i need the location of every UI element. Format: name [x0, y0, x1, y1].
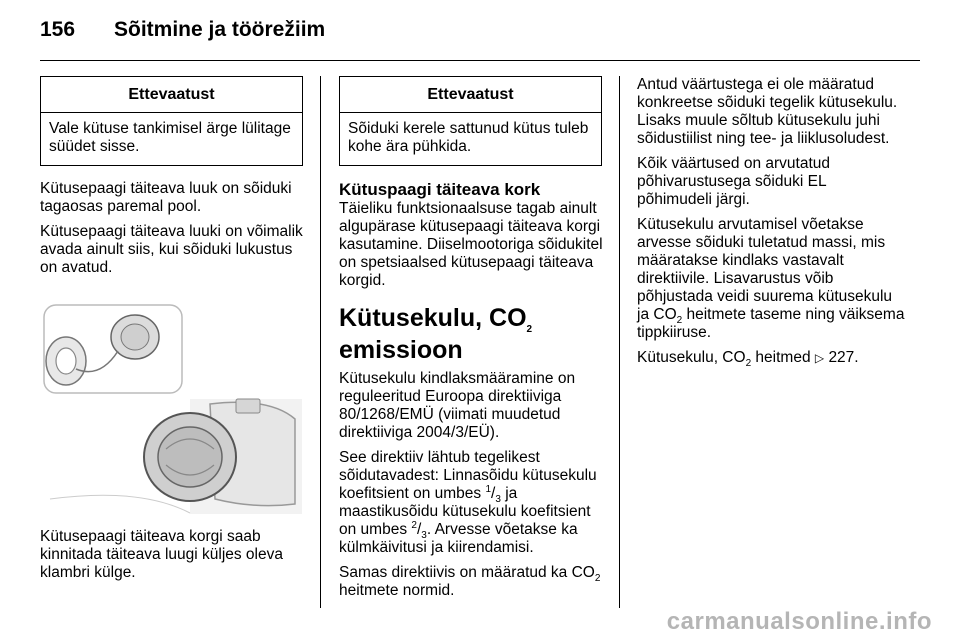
- page-title: Sõitmine ja töörežiim: [114, 18, 326, 41]
- warning-title: Ettevaatust: [340, 77, 601, 113]
- fuel-cap-illustration: [40, 299, 302, 514]
- paragraph: Kõik väärtused on arvutatud põhivarustusega sõiduki EL põhimudeli järgi.: [637, 155, 831, 208]
- paragraph: Kütusekulu kindlaksmääramine on reguleeritud Euroopa direktiiviga 80/1268/EMÜ (viimati muudetud direktiiviga 2004/3/EÜ).: [339, 370, 576, 441]
- subsection-heading: Kütuspaagi täiteava kork: [339, 180, 541, 199]
- warning-box-2: [339, 76, 602, 166]
- warning-box-1: [40, 76, 303, 166]
- column-divider-2: [619, 76, 620, 608]
- paragraph: Kütusekulu, $CO_2$ heitmed ▷ 227.: [637, 349, 859, 370]
- watermark: carmanualsonline.info: [666, 608, 932, 635]
- section-heading: Kütusekulu, $CO_2$ emissioon: [339, 304, 533, 364]
- paragraph: Täieliku funktsionaalsuse tagab ainult algupärase kütusepaagi täiteava korgi kasutamine. Diiselmootoriga sõidukitel on spetsiaalsed kütusepaagi täiteava korgid.: [339, 200, 603, 289]
- column-1: [40, 76, 304, 589]
- fraction-one-third: $^1/_3$: [485, 483, 501, 506]
- page-header: [40, 18, 325, 42]
- figure-caption: Kütusepaagi täiteava korgi saab kinnitada täiteava luugi küljes oleva klambri külge.: [40, 528, 283, 581]
- paragraph: See direktiiv lähtub tegelikest sõidutavadest: Linnasõidu kütusekulu koefitsient on umbes $^1/_3$ ja maastikusõidu kütusekulu koefitsient on umbes $^2/_3$. Arvesse võetakse ka külmkäivitusi ja kiirendamisi.: [339, 449, 597, 556]
- paragraph: Kütusekulu arvutamisel võetakse arvesse sõiduki tuletatud massi, mis määratakse kindlaks vastavalt direktiivile. Lisavarustus võib põhjustada veidi suurema kütusekulu ja $CO_2$ heitmete taseme ning väiksema tippkiiruse.: [637, 216, 905, 341]
- header-rule: [40, 60, 920, 61]
- warning-text: Vale kütuse tankimisel ärge lülitage süüdet sisse.: [49, 120, 291, 155]
- paragraph: Kütusepaagi täiteava luuk on sõiduki tagaosas paremal pool.: [40, 180, 292, 215]
- fraction-two-thirds: $^2/_3$: [411, 519, 427, 542]
- column-3: [637, 76, 905, 374]
- column-2: [339, 76, 605, 607]
- paragraph: Antud väärtustega ei ole määratud konkreetse sõiduki tegelik kütusekulu. Lisaks muule sõltub kütusekulu juhi sõidustiilist ning tee- ja liiklusoludest.: [637, 76, 898, 147]
- page-ref-arrow-icon: ▷: [814, 351, 825, 365]
- paragraph: Samas direktiivis on määratud ka $CO_2$ heitmete normid.: [339, 564, 601, 599]
- page-number: 156: [40, 18, 76, 41]
- column-divider-1: [320, 76, 321, 608]
- page-reference-link[interactable]: 227.: [828, 349, 859, 366]
- warning-title: Ettevaatust: [41, 77, 302, 113]
- warning-text: Sõiduki kerele sattunud kütus tuleb kohe ära pühkida.: [348, 120, 589, 155]
- paragraph: Kütusepaagi täiteava luuki on võimalik avada ainult siis, kui sõiduki lukustus on avatud.: [40, 223, 303, 276]
